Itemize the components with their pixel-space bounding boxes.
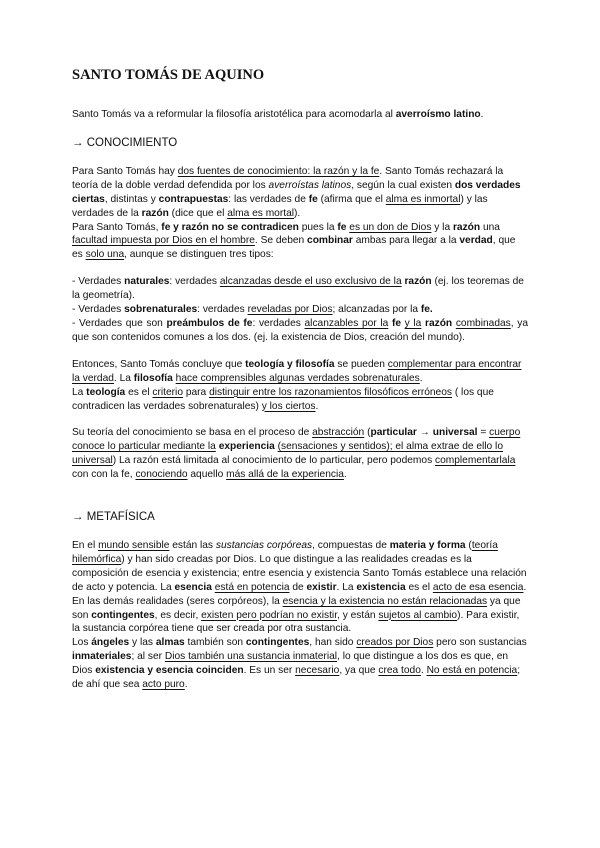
- paragraph-abstraccion: [72, 426, 528, 482]
- text-run: , ya que son contenidos comunes a los dos. (ej. la existencia de Dios, creación del mundo).: [72, 317, 528, 343]
- text-run: (afirma que el: [317, 193, 386, 205]
- text-run: fe y razón no se contradicen: [161, 221, 299, 233]
- text-run: particular → universal: [370, 427, 478, 439]
- text-run: y los ciertos: [261, 400, 316, 412]
- text-run: sustancias corpóreas: [215, 540, 313, 552]
- text-run: ; alcanzadas por la: [332, 304, 421, 316]
- text-run: - Verdades: [72, 304, 125, 316]
- text-run: (dice que el: [168, 207, 228, 219]
- text-run: inmateriales: [72, 651, 132, 663]
- text-run: - Verdades que son: [72, 317, 167, 329]
- text-run: experiencia: [218, 441, 275, 453]
- text-run: ya que son: [72, 595, 521, 621]
- text-run: está en potencia: [214, 581, 290, 593]
- paragraph-fe-razon: [72, 221, 528, 263]
- paragraph-criterio: [72, 386, 528, 414]
- text-run: existen pero podrían no existir: [201, 609, 338, 621]
- text-run: mundo sensible: [98, 540, 170, 552]
- text-run: crea todo: [378, 665, 421, 677]
- text-run: ).: [294, 207, 301, 219]
- text-run: Santo Tomás va a reformular la filosofía aristotélica para acomodarla al: [72, 109, 396, 120]
- text-run: filosofía: [133, 372, 173, 384]
- text-run: existencia y esencia coinciden: [95, 665, 244, 677]
- text-run: razón: [452, 221, 481, 233]
- text-run: Para Santo Tomás hay: [72, 165, 178, 177]
- text-run: , y están: [337, 609, 379, 621]
- text-run: No está en potencia: [426, 665, 518, 677]
- text-run: verdad: [459, 235, 493, 247]
- text-run: existencia: [356, 581, 406, 593]
- text-run: .: [419, 372, 423, 384]
- list-item-preambulos: [72, 317, 528, 345]
- text-run: (: [465, 540, 472, 552]
- text-run: aquello: [187, 469, 227, 481]
- text-run: dos verdades ciertas: [72, 179, 521, 205]
- text-run: acto puro: [142, 679, 185, 691]
- text-run: preámbulos de fe: [166, 317, 253, 329]
- text-run: Para Santo Tomás,: [72, 221, 162, 233]
- text-run: ) La razón está limitada al conocimiento de lo particular, pero podemos: [112, 455, 435, 467]
- text-run: , según la cual existen: [351, 179, 455, 191]
- text-run: de: [289, 581, 307, 593]
- text-run: . Santo Tomás rechazará la teoría de la doble verdad defendida por los: [72, 165, 504, 191]
- text-run: fe: [337, 221, 347, 233]
- text-run: existir: [306, 581, 337, 593]
- list-item-sobrenaturales: [72, 303, 528, 317]
- text-run: alcanzadas desde el uso exclusivo de la: [219, 276, 402, 288]
- text-run: ; de ahí que sea: [72, 665, 521, 691]
- text-run: razón: [404, 276, 432, 288]
- text-run: fe: [391, 317, 401, 329]
- text-run: =: [477, 427, 490, 439]
- text-run: - Verdades: [72, 276, 125, 288]
- text-run: (ej. los teoremas de la geometría).: [72, 276, 524, 302]
- text-run: ). Para existir, la sustancia corpórea tiene que ser creada por otra sustancia.: [72, 609, 520, 635]
- text-run: facultad impuesta por Dios en el hombre: [72, 235, 255, 247]
- text-run: necesario: [295, 665, 340, 677]
- text-run: ; al ser: [131, 651, 165, 663]
- text-run: ( los que contradicen las verdades sobrenaturales): [72, 386, 494, 412]
- text-run: Los: [72, 637, 92, 649]
- text-run: La: [72, 386, 87, 398]
- text-run: esencia y la existencia no están relacionadas: [282, 595, 488, 607]
- text-run: materia y forma: [389, 540, 466, 552]
- text-run: cuerpo conoce lo particular mediante la: [72, 427, 521, 453]
- text-run: . La: [113, 372, 134, 384]
- text-run: ángeles: [91, 637, 130, 649]
- text-run: complementar para encontrar la verdad: [72, 358, 522, 384]
- section-heading-conocimiento: → CONOCIMIENTO: [72, 136, 178, 149]
- text-run: Su teoría del conocimiento se basa en el proceso de: [72, 427, 313, 439]
- text-run: criterio: [152, 386, 183, 398]
- text-run: , que es: [72, 235, 516, 261]
- text-run: (: [364, 427, 371, 439]
- text-run: y la: [404, 317, 422, 329]
- text-run: hace comprensibles algunas verdades sobrenaturales: [175, 372, 420, 384]
- text-run: fe: [308, 193, 318, 205]
- text-run: pues la: [298, 221, 338, 233]
- text-run: , compuestas de: [312, 540, 390, 552]
- document-title: SANTO TOMÁS DE AQUINO: [72, 67, 265, 83]
- text-run: y la: [431, 221, 453, 233]
- text-run: .: [343, 469, 347, 481]
- text-run: ambas para llegar a la: [352, 235, 460, 247]
- text-run: . En las demás realidades (seres corpóreos), la: [72, 581, 527, 607]
- text-run: complementarlala: [435, 455, 516, 467]
- text-run: . Se deben: [254, 235, 308, 247]
- text-run: Dios también una sustancia inmaterial: [164, 651, 338, 663]
- text-run: , es decir,: [154, 609, 202, 621]
- text-run: : verdades: [169, 276, 220, 288]
- text-run: naturales: [124, 276, 170, 288]
- text-run: dos fuentes de conocimiento: la razón y la fe: [177, 165, 380, 177]
- text-run: , aunque se distinguen tres tipos:: [124, 249, 274, 261]
- text-run: es un don de Dios: [349, 221, 432, 233]
- text-run: contingentes: [91, 609, 155, 621]
- text-run: creados por Dios: [356, 637, 434, 649]
- list-item-naturales: [72, 275, 528, 303]
- text-run: ) y las verdades de la: [72, 193, 488, 219]
- text-run: , han sido: [309, 637, 357, 649]
- text-run: y las: [129, 637, 156, 649]
- text-run: combinar: [307, 235, 353, 247]
- text-run: alma es inmortal: [385, 193, 461, 205]
- text-run: , ya que: [339, 665, 379, 677]
- text-run: Entonces, Santo Tomás concluye que: [72, 358, 246, 370]
- paragraph-teologia-filosofia: [72, 358, 528, 386]
- text-run: solo una: [85, 249, 125, 261]
- text-run: averroístas latinos: [268, 179, 352, 191]
- text-run: razón: [424, 317, 453, 329]
- text-run: acto de esa esencia: [432, 581, 524, 593]
- text-run: también son: [184, 637, 246, 649]
- document-page: [72, 66, 528, 692]
- paragraph-sustancias: [72, 539, 528, 636]
- text-run: es el: [125, 386, 153, 398]
- text-run: una: [480, 221, 500, 233]
- text-run: sobrenaturales: [124, 304, 198, 316]
- text-run: : verdades: [252, 317, 305, 329]
- text-run: En el: [72, 540, 99, 552]
- text-run: : verdades: [197, 304, 248, 316]
- text-run: averroísmo latino: [395, 109, 481, 120]
- text-run: abstracción: [312, 427, 365, 439]
- intro-paragraph: [72, 108, 528, 122]
- text-run: teología y filosofía: [245, 358, 335, 370]
- text-run: se pueden: [334, 358, 388, 370]
- paragraph-angeles-almas: [72, 636, 528, 692]
- text-run: .: [315, 400, 319, 412]
- text-run: ) y han sido creadas por Dios. Lo que distingue a las realidades creadas es la composición de esencia y existencia; entre esencia y existencia Santo Tomás establece una relación de acto y potencia. La: [72, 553, 527, 593]
- text-run: más allá de la experiencia: [226, 469, 344, 481]
- text-run: para: [183, 386, 210, 398]
- text-run: esencia: [174, 581, 212, 593]
- text-run: (sensaciones y sentidos); el alma extrae de ello lo universal: [72, 441, 503, 467]
- text-run: .: [420, 665, 427, 677]
- text-run: . Es un ser: [243, 665, 296, 677]
- section-heading-metafisica: → METAFÍSICA: [72, 511, 155, 524]
- text-run: conociendo: [135, 469, 188, 481]
- text-run: , distintas y: [104, 193, 159, 205]
- text-run: razón: [141, 207, 169, 219]
- text-run: fe.: [420, 304, 433, 316]
- text-run: teología: [86, 386, 126, 398]
- text-run: reveladas por Dios: [247, 304, 333, 316]
- text-run: es el: [405, 581, 433, 593]
- text-run: distinguir entre los razonamientos filosóficos erróneos: [209, 386, 452, 398]
- paragraph-fuentes: [72, 165, 528, 221]
- text-run: alma es mortal: [227, 207, 294, 219]
- text-run: contrapuestas: [158, 193, 229, 205]
- text-run: , lo que distingue a los dos es que, en Dios: [72, 651, 509, 677]
- text-run: . La: [336, 581, 357, 593]
- text-run: sujetos al cambio: [378, 609, 458, 621]
- text-run: están las: [169, 540, 216, 552]
- text-run: .: [480, 109, 484, 120]
- text-run: .: [184, 679, 188, 691]
- text-run: : las verdades de: [228, 193, 309, 205]
- text-run: teoría hilemórfica: [72, 540, 498, 565]
- text-run: con con la fe,: [72, 469, 136, 481]
- text-run: alcanzables por la: [304, 317, 389, 329]
- text-run: almas: [155, 637, 185, 649]
- text-run: pero son sustancias: [433, 637, 527, 649]
- text-run: contingentes: [245, 637, 310, 649]
- text-run: combinadas: [455, 317, 511, 329]
